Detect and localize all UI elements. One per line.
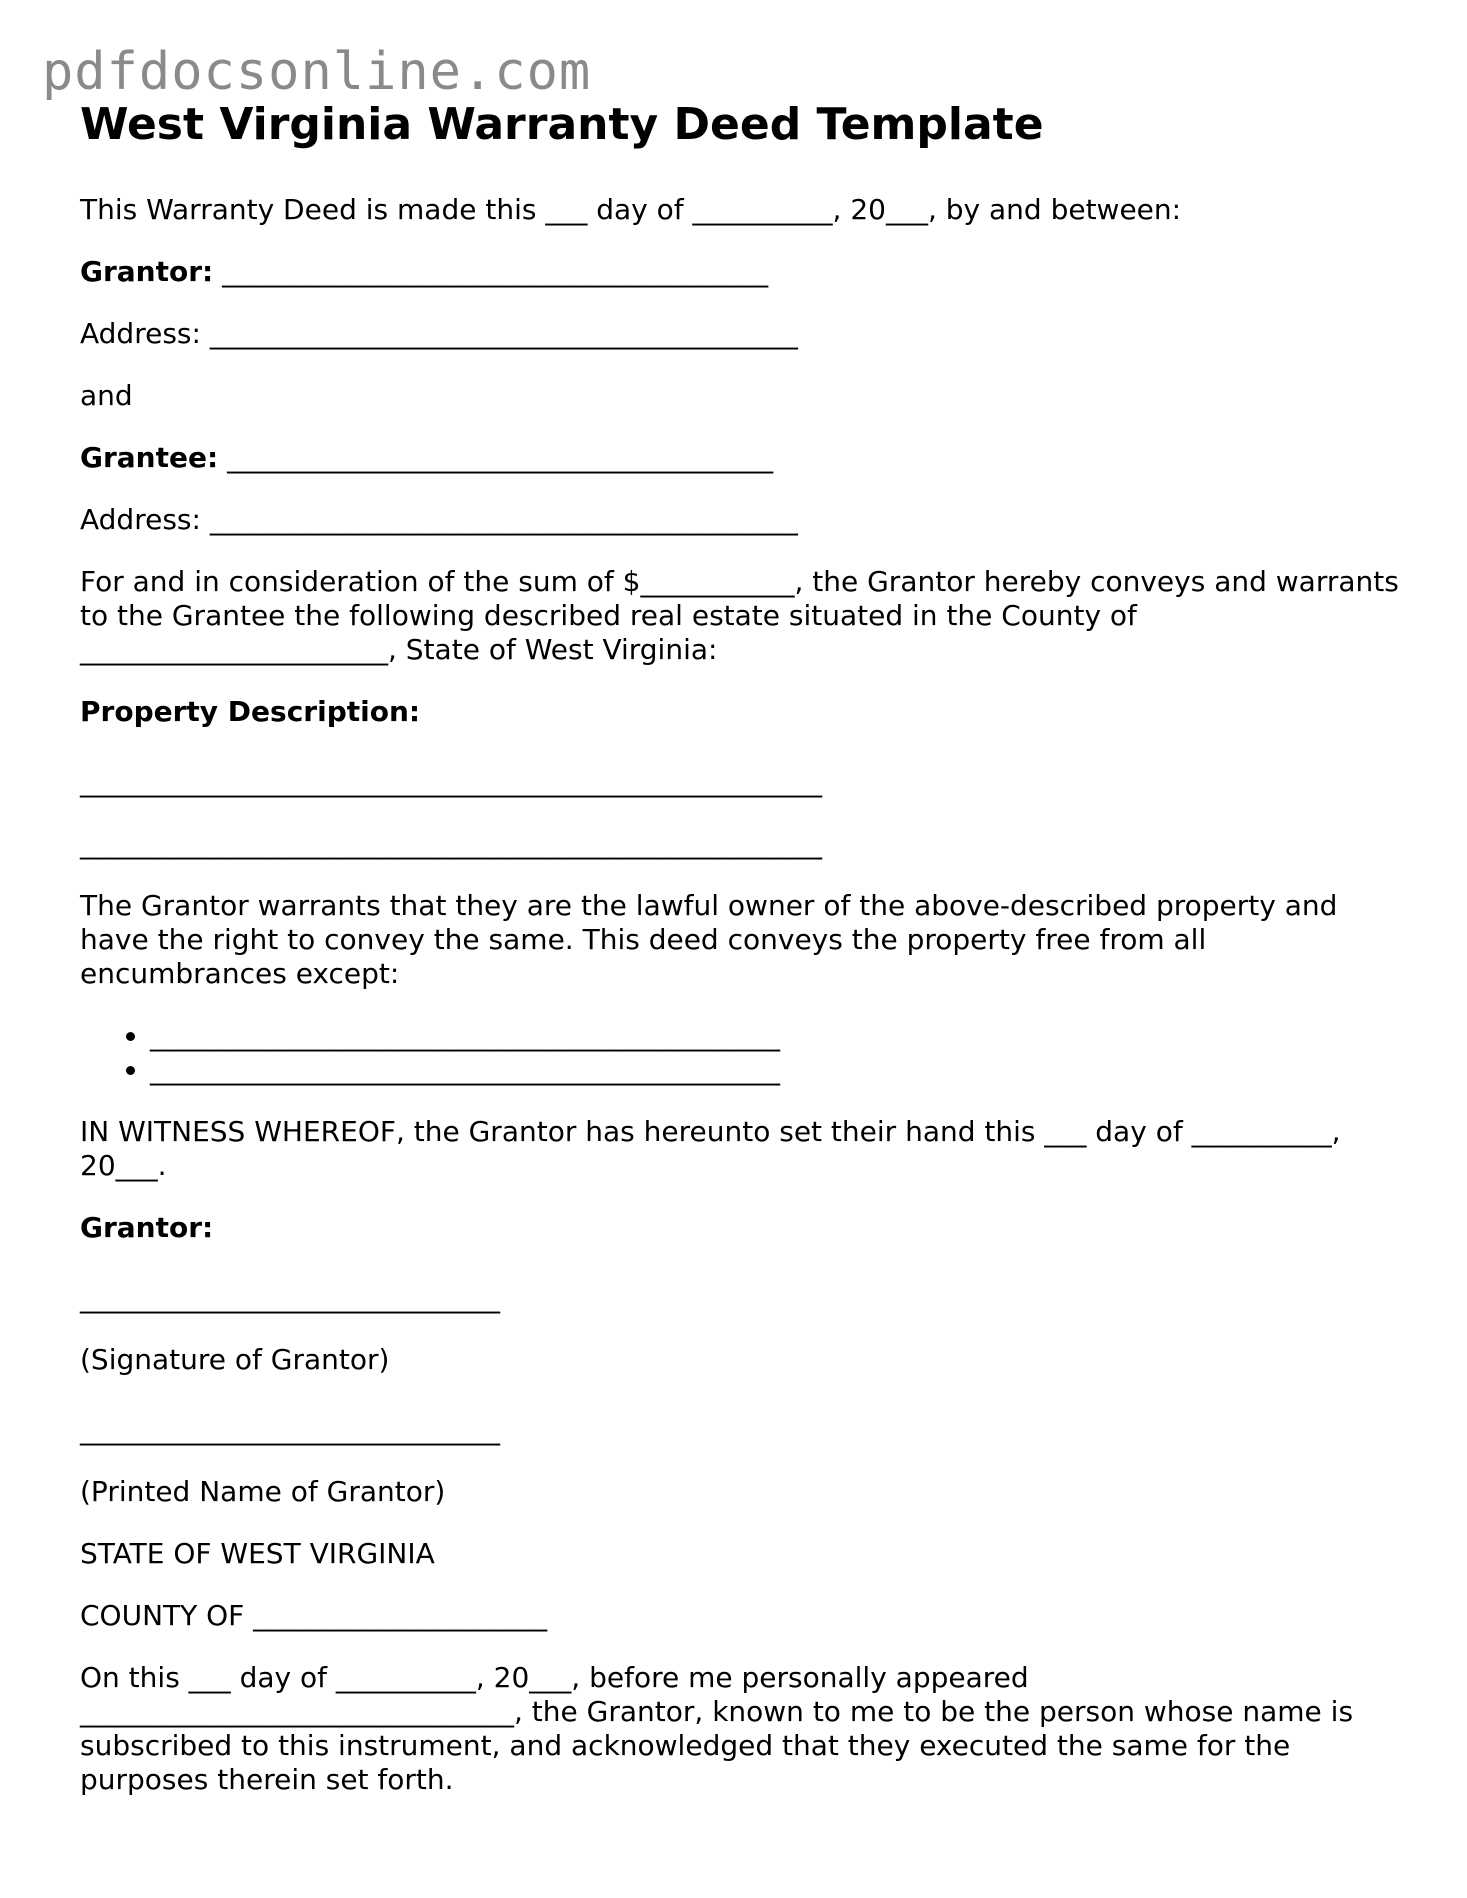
- printed-name-caption: (Printed Name of Grantor): [80, 1474, 446, 1508]
- grantee-name-blank: _______________________________________: [218, 440, 774, 474]
- grantor-label: Grantor:: [80, 254, 214, 288]
- encumbrance-list: [80, 1019, 1400, 1087]
- state-line: STATE OF WEST VIRGINIA: [80, 1536, 435, 1570]
- county-line: COUNTY OF _____________________: [80, 1598, 548, 1632]
- intro-paragraph: This Warranty Deed is made this ___ day of __________, 20___, by and between:: [80, 192, 1182, 226]
- property-line-2: _____________________________________________________: [80, 826, 822, 860]
- grantor-address: Address: __________________________________________: [80, 316, 798, 350]
- encumbrance-item: • _____________________________________________: [150, 1019, 1400, 1053]
- acknowledgment-paragraph: On this ___ day of __________, 20___, before me personally appeared _______________________________, the Grantor, known to me to be the person whose name is subscribed to this instrument, and acknowledged that they executed the same for the purposes therein set forth.: [80, 1660, 1354, 1796]
- encumbrance-item: • _____________________________________________: [150, 1053, 1400, 1087]
- grantee-address: Address: __________________________________________: [80, 502, 798, 536]
- grantee-label: Grantee:: [80, 440, 219, 474]
- printed-name-line: ______________________________: [80, 1412, 500, 1446]
- grantor-name-blank: _______________________________________: [213, 254, 769, 288]
- grantor-line: [80, 255, 1400, 289]
- consideration-paragraph: For and in consideration of the sum of $___________, the Grantor hereby conveys and warrants to the Grantee the following described real estate situated in the County of ______________________, State of West Virginia:: [80, 564, 1399, 666]
- signature-line: ______________________________: [80, 1280, 500, 1314]
- warranty-paragraph: The Grantor warrants that they are the lawful owner of the above-described property and have the right to convey the same. This deed conveys the property free from all encumbrances except:: [80, 888, 1338, 990]
- and-text: and: [80, 378, 133, 412]
- watermark: pdfdocsonline.com: [42, 42, 592, 102]
- witness-paragraph: IN WITNESS WHEREOF, the Grantor has hereunto set their hand this ___ day of __________, 20___.: [80, 1114, 1341, 1182]
- signature-heading: Grantor:: [80, 1210, 214, 1244]
- document-title: West Virginia Warranty Deed Template: [80, 99, 1044, 150]
- document-page: [80, 100, 1400, 1797]
- property-description-heading: Property Description:: [80, 694, 421, 728]
- signature-caption: (Signature of Grantor): [80, 1342, 390, 1376]
- property-line-1: _____________________________________________________: [80, 764, 822, 798]
- grantee-line: [80, 441, 1400, 475]
